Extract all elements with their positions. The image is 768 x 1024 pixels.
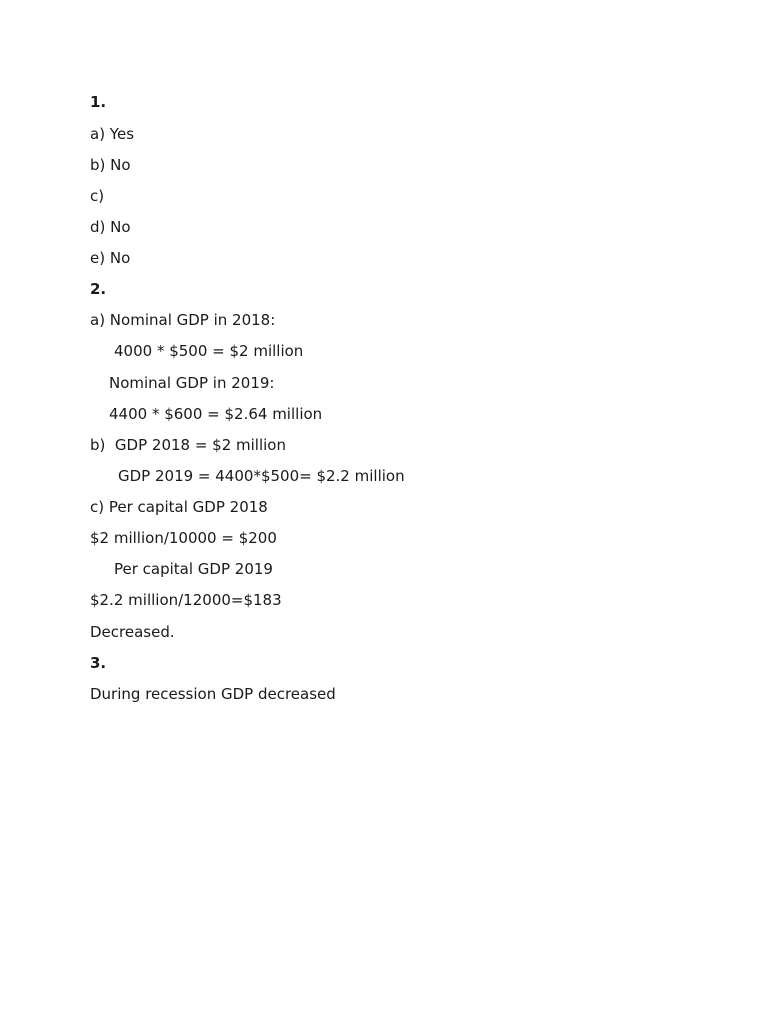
answer-2a-calc-2018: 4000 * $500 = $2 million: [114, 342, 304, 360]
answer-2c-conclusion: Decreased.: [90, 623, 175, 641]
answer-1a: a) Yes: [90, 125, 135, 143]
answer-1d: d) No: [90, 218, 131, 236]
answer-2a-label-2019: Nominal GDP in 2019:: [109, 374, 275, 392]
question-1-heading: 1.: [90, 93, 107, 111]
question-3-heading: 3.: [90, 654, 107, 672]
answer-2c-label-2019: Per capital GDP 2019: [114, 560, 273, 578]
answer-2a-label: a) Nominal GDP in 2018:: [90, 311, 276, 329]
answer-2c-label-2018: c) Per capital GDP 2018: [90, 498, 268, 516]
answer-2b-2018: b) GDP 2018 = $2 million: [90, 436, 286, 454]
answer-3: During recession GDP decreased: [90, 685, 336, 703]
answer-2a-calc-2019: 4400 * $600 = $2.64 million: [109, 405, 323, 423]
answer-2b-2019: GDP 2019 = 4400*$500= $2.2 million: [118, 467, 405, 485]
answer-1e: e) No: [90, 249, 131, 267]
answer-2c-calc-2018: $2 million/10000 = $200: [90, 529, 277, 547]
answer-1c: c): [90, 187, 105, 205]
answer-1b: b) No: [90, 156, 131, 174]
answer-2c-calc-2019: $2.2 million/12000=$183: [90, 591, 282, 609]
question-2-heading: 2.: [90, 280, 107, 298]
